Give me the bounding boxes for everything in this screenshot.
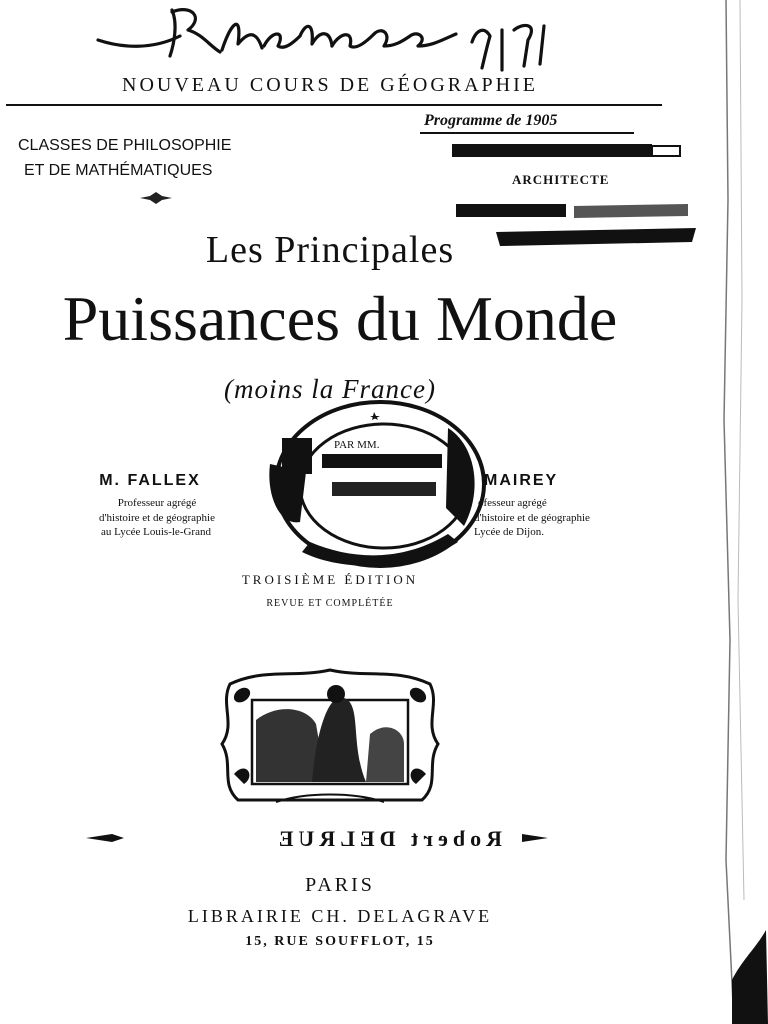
scanned-page-edge xyxy=(712,0,768,1024)
small-ornament xyxy=(138,190,174,206)
handwritten-signature xyxy=(92,0,562,72)
header-rule xyxy=(6,104,662,106)
author-left-role: au Lycée Louis-le-Grand xyxy=(101,526,211,538)
title-line-2: Puissances du Monde xyxy=(62,283,618,354)
author-right-role: ofesseur agrégé xyxy=(478,497,547,509)
edition-label: TROISIÈME ÉDITION xyxy=(241,572,419,587)
imprint-city: PARIS xyxy=(305,874,375,896)
library-stamp xyxy=(262,392,492,574)
redaction-bar xyxy=(456,200,688,220)
stamp-top-text: PAR MM. xyxy=(334,439,380,451)
stamp-architect-text: ARCHITECTE xyxy=(512,172,610,187)
edition-note: REVUE ET COMPLÉTÉE xyxy=(266,598,394,609)
author-left-name: M. FALLEX xyxy=(99,472,201,489)
reversed-stamp-text: Robert DELRUE xyxy=(273,826,502,851)
publisher-vignette-engraving xyxy=(216,664,444,810)
redaction-bar xyxy=(452,142,682,158)
author-left-role: Professeur agrégé xyxy=(117,497,197,509)
classes-line-1: CLASSES DE PHILOSOPHIE xyxy=(18,137,232,154)
reversed-owner-stamp xyxy=(82,820,552,854)
imprint-publisher: LIBRAIRIE CH. DELAGRAVE xyxy=(187,906,493,926)
imprint-address: 15, RUE SOUFFLOT, 15 xyxy=(245,934,435,949)
author-right-role: d'histoire et de géographie xyxy=(474,512,590,524)
program-underline xyxy=(420,132,634,134)
author-left-role: d'histoire et de géographie xyxy=(99,512,215,524)
author-right-role: Lycée de Dijon. xyxy=(474,526,544,538)
program-note: Programme de 1905 xyxy=(424,112,558,129)
series-title: NOUVEAU COURS DE GÉOGRAPHIE xyxy=(122,74,538,96)
author-right-name: MAIREY xyxy=(484,472,559,489)
title-line-1: Les Principales xyxy=(205,229,455,271)
subtitle: (moins la France) xyxy=(224,374,436,404)
classes-line-2: ET DE MATHÉMATIQUES xyxy=(24,162,213,179)
